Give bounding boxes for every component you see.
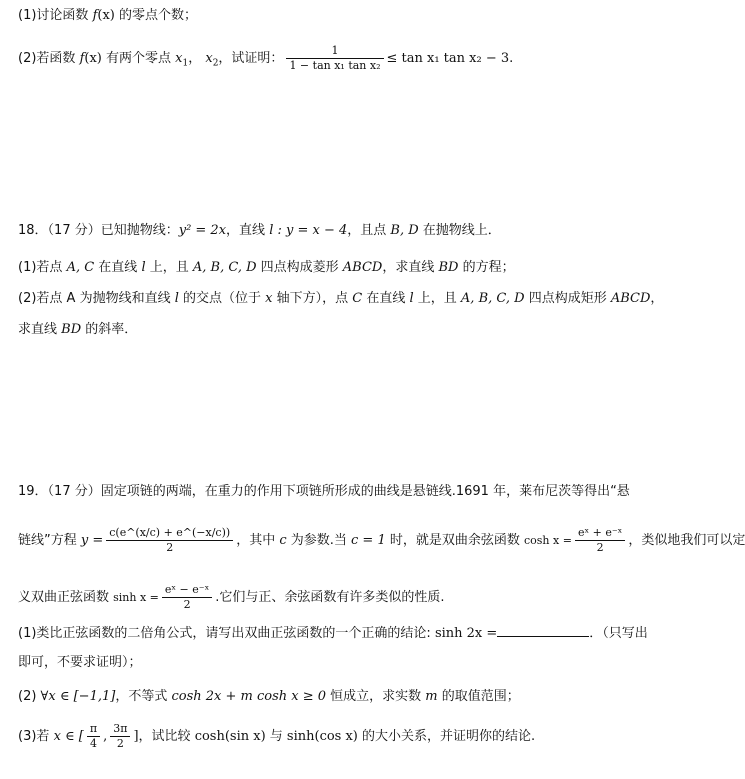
text: ， [650, 291, 664, 306]
text: 18．（17 分）已知抛物线： [18, 223, 179, 238]
text: 四点构成矩形 [524, 291, 611, 306]
text: ，不等式 [115, 689, 172, 704]
q19-part1-cont [18, 653, 142, 673]
fraction-numerator: eˣ + e⁻ˣ [577, 526, 623, 539]
q18-part2 [18, 289, 663, 309]
q18-part1 [18, 258, 515, 278]
math: B, D [390, 223, 419, 238]
math: x [175, 51, 183, 66]
text: 在直线 [94, 260, 142, 275]
text: 的取值范围； [437, 689, 520, 704]
text: 上，且 [145, 260, 193, 275]
text: 在抛物线上． [418, 223, 501, 238]
text: ，类似地我们可以定 [628, 533, 745, 548]
math: BD [61, 322, 82, 337]
math: (x) [84, 51, 102, 66]
text: ，求直线 [382, 260, 439, 275]
fraction [575, 526, 625, 555]
fraction-denominator: 2 [116, 737, 124, 750]
math: ABCD [610, 291, 651, 306]
text: 时，就是双曲余弦函数 [385, 533, 524, 548]
fraction-numerator: π [89, 722, 98, 735]
text: ，且点 [347, 223, 391, 238]
text: ，试证明： [218, 51, 284, 66]
math: f [79, 51, 85, 66]
math: l [141, 260, 146, 275]
text: (2)若函数 [18, 51, 80, 66]
fraction [106, 526, 233, 555]
fraction-denominator: 2 [596, 541, 604, 554]
fraction-denominator: 1 − tan x₁ tan x₂ [289, 59, 381, 72]
fraction-numerator: c(e^(x/c) + e^(−x/c)) [109, 526, 231, 539]
fraction-denominator: 2 [183, 598, 191, 611]
fraction-numerator: 3π [113, 722, 128, 735]
text: 的大小关系，并证明你的结论. [357, 729, 536, 744]
math: c = 1 [351, 533, 386, 548]
text: 上，且 [413, 291, 461, 306]
text: (1)若点 [18, 260, 67, 275]
text: 19．（17 分）固定项链的两端，在重力的作用下项链所形成的曲线是悬链线.1691 年，莱布尼茨等得出“悬 [18, 484, 630, 499]
text: 义双曲正弦函数 [18, 590, 114, 605]
text: (2) [18, 689, 41, 704]
fraction [110, 722, 130, 751]
math: f [92, 8, 98, 23]
text: (1)类比正弦函数的二倍角公式，请写出双曲正弦函数的一个正确的结论: [18, 626, 435, 641]
math: x ∈ [ [53, 729, 84, 744]
math: m [425, 689, 438, 704]
math: x [265, 291, 273, 306]
text: 有两个零点 [101, 51, 176, 66]
text: ，直线 [226, 223, 270, 238]
fraction [162, 583, 212, 612]
math: ≤ tan x₁ tan x₂ − 3. [386, 51, 514, 66]
math: cosh(sin x) [194, 729, 266, 744]
text: (3)若 [18, 729, 54, 744]
text: .它们与正、余弦函数有许多类似的性质. [215, 590, 445, 605]
text: 与 [265, 729, 287, 744]
math: y = [80, 533, 104, 548]
fraction [87, 722, 100, 751]
fraction-denominator: 2 [166, 541, 174, 554]
math: A, B, C, D [460, 291, 525, 306]
fraction-numerator: 1 [331, 44, 339, 57]
math: ABCD [342, 260, 383, 275]
math: x [205, 51, 213, 66]
q17-part2 [18, 44, 513, 74]
math: y² = 2x [178, 223, 227, 238]
math: sinh 2x = [434, 626, 498, 641]
text: 的零点个数； [114, 8, 197, 23]
math: cosh x = [524, 534, 572, 547]
q17-part1 [18, 6, 197, 26]
text: (2)若点 A 为抛物线和直线 [18, 291, 175, 306]
answer-blank[interactable] [497, 622, 589, 637]
text: 的斜率． [81, 322, 138, 337]
text: ， [188, 51, 206, 66]
text: 的方程； [458, 260, 515, 275]
q18-heading [18, 221, 501, 241]
text: ．（只写出 [589, 626, 648, 641]
math: sinh(cos x) [286, 729, 358, 744]
math: ∀x ∈ [−1,1] [40, 689, 116, 704]
q19-part1 [18, 622, 648, 644]
math: C [352, 291, 363, 306]
math: , [103, 729, 108, 744]
math: (x) [97, 8, 115, 23]
q19-heading [18, 482, 630, 502]
text: 求直线 [18, 322, 62, 337]
fraction-numerator: eˣ − e⁻ˣ [164, 583, 210, 596]
text: 为参数.当 [286, 533, 352, 548]
fraction-denominator: 4 [89, 737, 97, 750]
text: ，其中 [236, 533, 280, 548]
math: l [409, 291, 414, 306]
subscript: 2 [212, 58, 219, 69]
subscript: 1 [182, 58, 189, 69]
text: 的交点（位于 [178, 291, 266, 306]
math: A, B, C, D [192, 260, 257, 275]
math: BD [438, 260, 459, 275]
math: cosh 2x + m cosh x ≥ 0 [171, 689, 327, 704]
q19-part3 [18, 722, 535, 751]
text: (1)讨论函数 [18, 8, 93, 23]
fraction [286, 44, 383, 73]
math: l : y = x − 4 [269, 223, 348, 238]
text: 在直线 [362, 291, 410, 306]
text: 恒成立，求实数 [326, 689, 426, 704]
q19-line3 [18, 583, 445, 612]
q19-line2 [18, 526, 745, 555]
q19-part2 [18, 687, 520, 707]
text: 轴下方），点 [272, 291, 353, 306]
q18-part2-cont [18, 320, 137, 340]
math: A, C [66, 260, 95, 275]
math: c [279, 533, 287, 548]
math: l [174, 291, 179, 306]
text: 即可，不要求证明）； [18, 655, 142, 670]
math: sinh x = [113, 591, 159, 604]
text: 链线”方程 [18, 533, 81, 548]
text: ，试比较 [138, 729, 195, 744]
text: 四点构成菱形 [256, 260, 343, 275]
math: ] [133, 729, 139, 744]
